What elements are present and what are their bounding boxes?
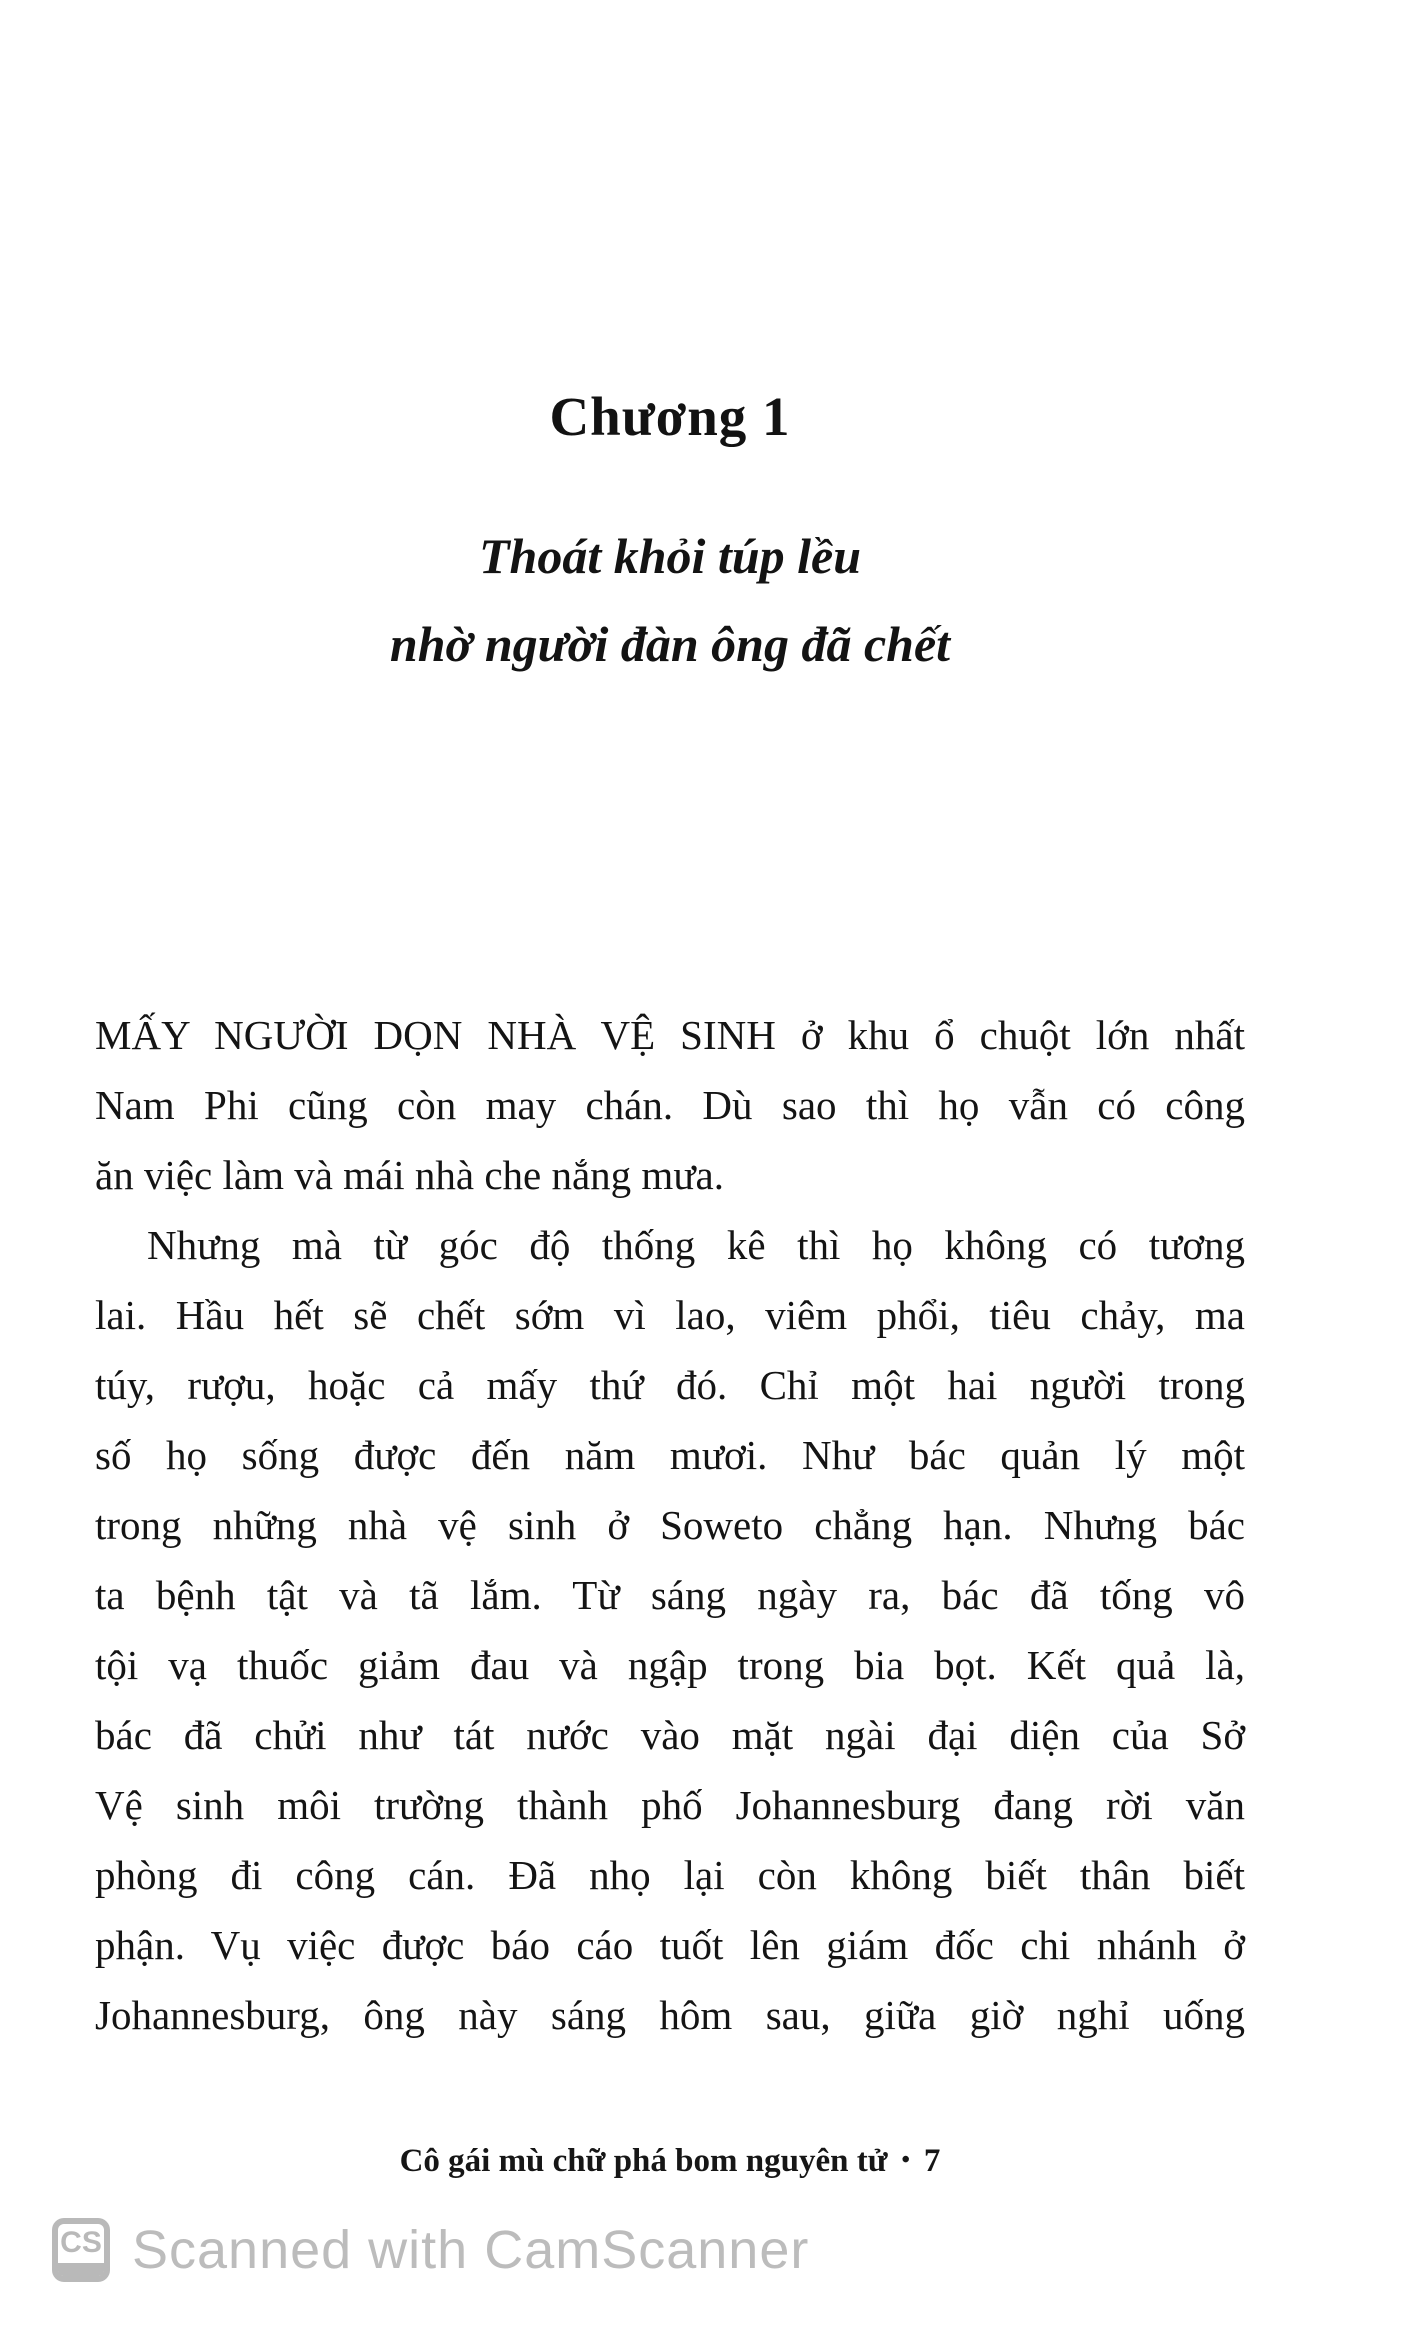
body-line: ăn việc làm và mái nhà che nắng mưa. [95,1152,724,1198]
chapter-subtitle-line-1: Thoát khỏi túp lều [478,528,862,584]
chapter-subtitle-line-2: nhờ người đàn ông đã chết [389,616,951,672]
body-line: lai. Hầu hết sẽ chết sớm vì lao, viêm phổi, tiêu chảy, ma [95,1292,1245,1338]
body-line: tội vạ thuốc giảm đau và ngập trong bia bọt. Kết quả là, [95,1642,1245,1688]
body-line: Nam Phi cũng còn may chán. Dù sao thì họ vẫn có công [95,1082,1245,1128]
page-footer [95,2143,1245,2180]
body-line: túy, rượu, hoặc cả mấy thứ đó. Chỉ một hai người trong [95,1362,1245,1408]
body-line: số họ sống được đến năm mươi. Như bác quản lý một [95,1432,1245,1478]
footer-book-title: Cô gái mù chữ phá bom nguyên tử [399,2143,888,2179]
camscanner-logo-text: CS [60,2226,102,2259]
chapter-subtitle [95,512,1245,688]
body-line: phận. Vụ việc được báo cáo tuốt lên giám đốc chi nhánh ở [95,1922,1245,1968]
camscanner-logo-icon [52,2218,110,2282]
camscanner-label: Scanned with CamScanner [132,2220,810,2280]
body-line: trong những nhà vệ sinh ở Soweto chẳng hạn. Nhưng bác [95,1502,1245,1548]
chapter-heading: Chương 1 [549,386,791,447]
body-line: Nhưng mà từ góc độ thống kê thì họ không có tương [147,1222,1245,1268]
body-line: ta bệnh tật và tã lắm. Từ sáng ngày ra, bác đã tống vô [95,1572,1245,1618]
footer-page-number: 7 [923,2143,941,2179]
body-line: bác đã chửi như tát nước vào mặt ngài đại diện của Sở [95,1712,1245,1758]
body-line: phòng đi công cán. Đã nhọ lại còn không biết thân biết [95,1852,1245,1898]
body-line: Vệ sinh môi trường thành phố Johannesburg đang rời văn [95,1782,1245,1828]
camscanner-logo-bar [58,2263,104,2276]
body-line: Johannesburg, ông này sáng hôm sau, giữa giờ nghỉ uống [95,1992,1245,2038]
footer-separator: • [901,2147,910,2173]
body-text [95,1000,1245,2050]
camscanner-watermark [52,2218,809,2282]
body-line: MẤY NGƯỜI DỌN NHÀ VỆ SINH ở khu ổ chuột lớn nhất [95,1012,1245,1058]
